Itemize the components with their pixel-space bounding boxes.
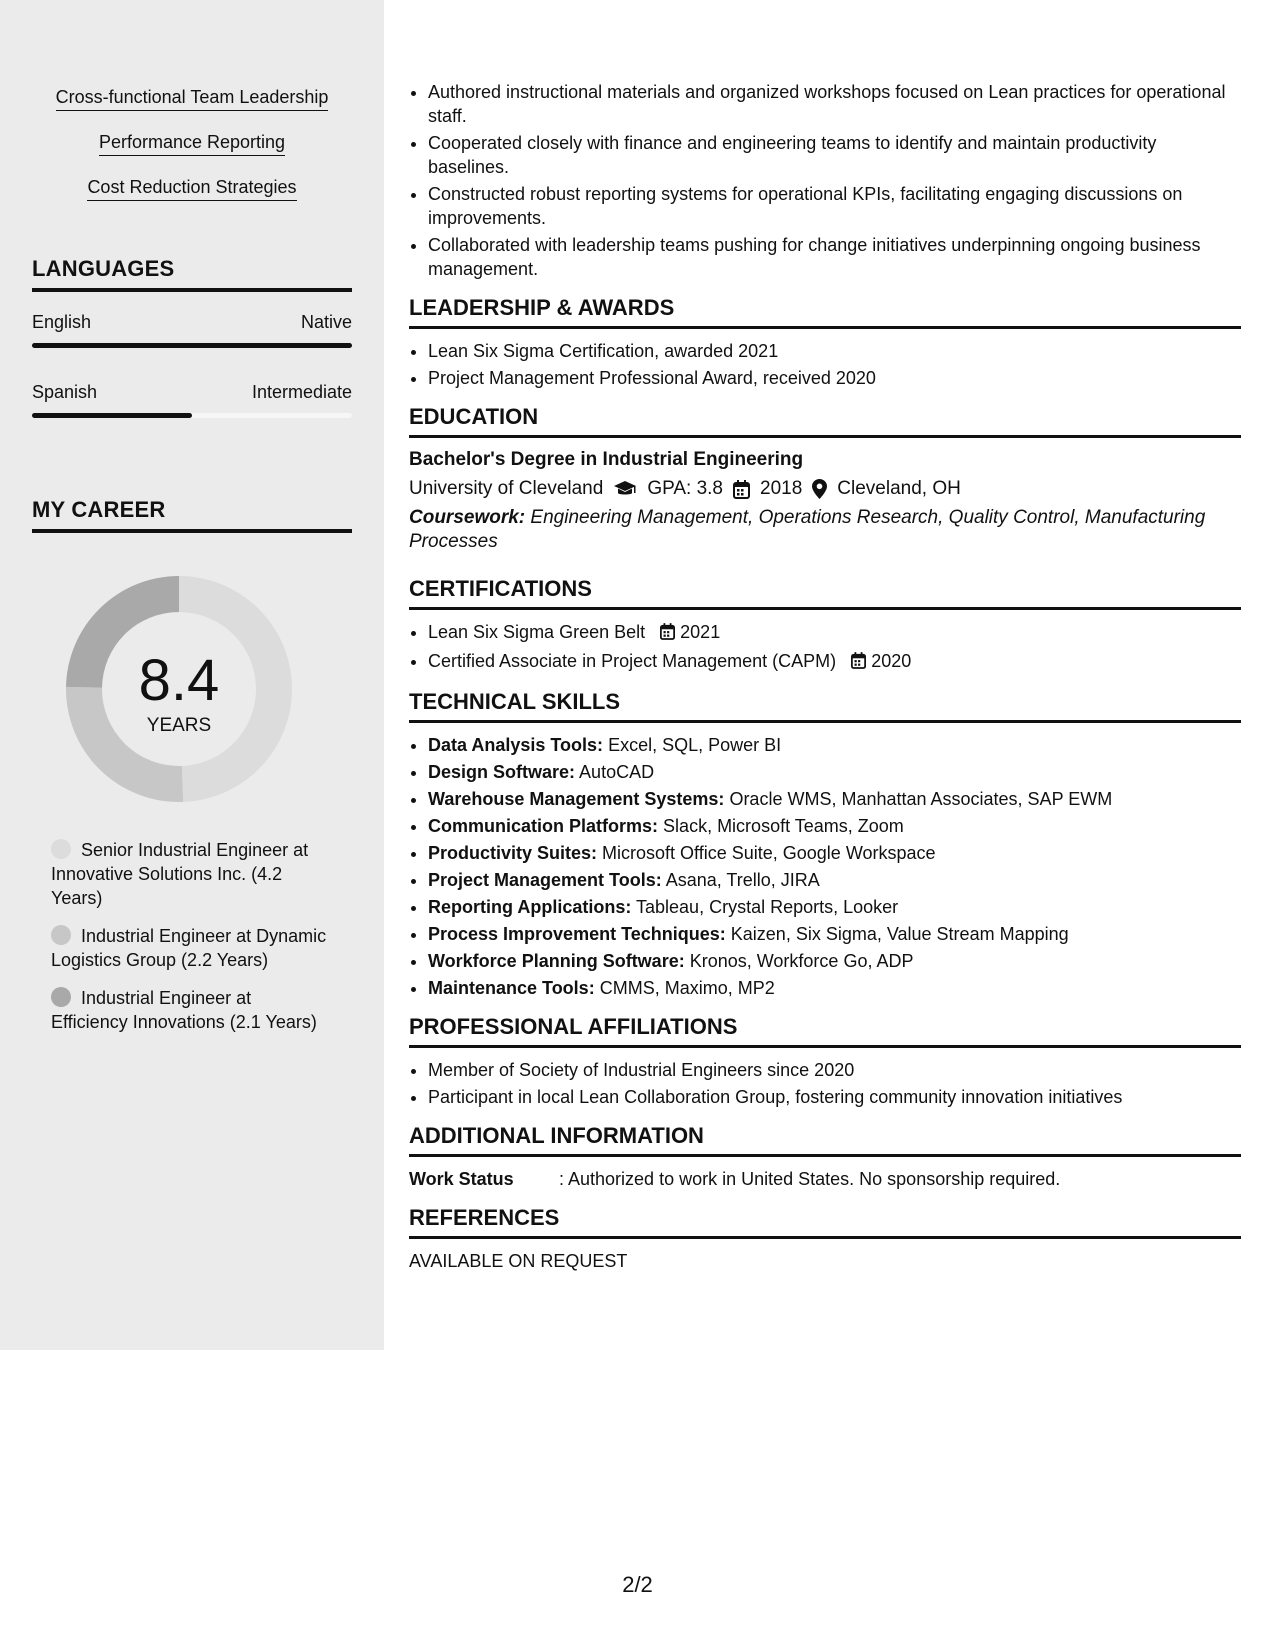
career-item (51, 838, 331, 910)
skill-item (428, 868, 1241, 892)
language-level: Native (300, 312, 352, 332)
skill-item (428, 733, 1241, 757)
skill-label: Workforce Planning Software: (428, 951, 685, 971)
sidebar (0, 0, 384, 1350)
location-pin-icon (812, 479, 827, 499)
education-year: 2018 (760, 478, 803, 499)
donut-center (66, 576, 292, 802)
affiliations-list (409, 1058, 1241, 1109)
career-item-text: Industrial Engineer at Dynamic Logistics Group (2.2 Years) (51, 926, 327, 970)
skill-label: Maintenance Tools: (428, 978, 595, 998)
skill-item (428, 949, 1241, 973)
leadership-list (409, 339, 1241, 390)
certifications-list (409, 620, 1241, 675)
skill-item (428, 787, 1241, 811)
education-gpa: GPA: 3.8 (647, 478, 723, 499)
main-content (409, 80, 1241, 1273)
skill-value: Excel, SQL, Power BI (608, 735, 782, 755)
skill-value: Oracle WMS, Manhattan Associates, SAP EWM (729, 789, 1113, 809)
language-english (32, 312, 352, 348)
experience-bullet: • Constructed robust reporting systems for operational KPIs, facilitating engaging discussions on improvements. (428, 182, 1241, 230)
skill-item (428, 895, 1241, 919)
experience-bullet: • Collaborated with leadership teams pushing for change initiatives underpinning ongoing business management. (428, 233, 1241, 281)
education-coursework (409, 506, 1241, 554)
section-title-affiliations: PROFESSIONAL AFFILIATIONS (409, 1014, 1241, 1048)
language-bar (32, 343, 352, 348)
career-item (51, 924, 331, 972)
skill-item (428, 841, 1241, 865)
education-location: Cleveland, OH (837, 478, 961, 499)
section-title-certifications: CERTIFICATIONS (409, 576, 1241, 610)
language-bar-fill (32, 413, 192, 418)
section-title-references: REFERENCES (409, 1205, 1241, 1239)
skill-label: Project Management Tools: (428, 870, 662, 890)
calendar-icon (660, 622, 675, 646)
language-name: Spanish (32, 382, 98, 402)
skill-value: CMMS, Maximo, MP2 (599, 978, 775, 998)
skill-item (428, 760, 1241, 784)
leadership-item: • Project Management Professional Award, received 2020 (428, 366, 1241, 390)
languages-heading: LANGUAGES (32, 256, 352, 292)
certification-name: Certified Associate in Project Management (CAPM) (428, 651, 837, 671)
page-number: 2/2 (622, 1572, 653, 1597)
technical-skills-list (409, 733, 1241, 1000)
affiliation-item: • Member of Society of Industrial Engineers since 2020 (428, 1058, 1241, 1082)
calendar-icon (733, 480, 750, 499)
skill-value: Asana, Trello, JIRA (665, 870, 820, 890)
skill-value: AutoCAD (579, 762, 655, 782)
coursework-label: Coursework: (409, 507, 526, 528)
career-item-text: Senior Industrial Engineer at Innovative Solutions Inc. (4.2 Years) (51, 840, 309, 908)
skill-value: Tableau, Crystal Reports, Looker (636, 897, 899, 917)
language-level: Intermediate (251, 382, 352, 402)
education-degree: Bachelor's Degree in Industrial Engineering (409, 449, 804, 470)
affiliation-item: • Participant in local Lean Collaboration Group, fostering community innovation initiatives (428, 1085, 1241, 1109)
skill-label: Productivity Suites: (428, 843, 598, 863)
career-item (51, 986, 331, 1034)
section-title-education: EDUCATION (409, 404, 1241, 438)
skill-label: Communication Platforms: (428, 816, 659, 836)
skill-tags (32, 86, 352, 221)
leadership-item: • Lean Six Sigma Certification, awarded 2021 (428, 339, 1241, 363)
section-title-technical-skills: TECHNICAL SKILLS (409, 689, 1241, 723)
references-text: AVAILABLE ON REQUEST (409, 1251, 628, 1271)
career-legend (51, 838, 331, 1048)
education-details (409, 477, 1241, 501)
skill-tag: Cost Reduction Strategies (87, 176, 296, 201)
career-item-text: Industrial Engineer at Efficiency Innovations (2.1 Years) (51, 988, 317, 1032)
skill-label: Warehouse Management Systems: (428, 789, 725, 809)
language-name: English (32, 312, 92, 332)
work-status-value: : Authorized to work in United States. No sponsorship required. (559, 1169, 1061, 1189)
certification-year: 2021 (680, 622, 721, 642)
skill-tag: Performance Reporting (99, 131, 285, 156)
experience-bullet: • Cooperated closely with finance and engineering teams to identify and maintain productivity baselines. (428, 131, 1241, 179)
certification-item (428, 620, 1241, 646)
certification-item (428, 649, 1241, 675)
coursework-text: Engineering Management, Operations Research, Quality Control, Manufacturing Processes (409, 507, 1206, 552)
skill-label: Data Analysis Tools: (428, 735, 604, 755)
work-status-label: Work Status (409, 1169, 514, 1189)
skill-label: Design Software: (428, 762, 576, 782)
legend-dot (51, 839, 71, 859)
experience-bullet: • Authored instructional materials and organized workshops focused on Lean practices for operational staff. (428, 80, 1241, 128)
graduation-cap-icon (613, 480, 637, 498)
skill-tag: Cross-functional Team Leadership (56, 86, 329, 111)
skill-value: Microsoft Office Suite, Google Workspace (602, 843, 936, 863)
language-bar (32, 413, 352, 418)
career-donut-chart (66, 576, 292, 802)
certification-name: Lean Six Sigma Green Belt (428, 622, 646, 642)
skill-item (428, 976, 1241, 1000)
language-bar-fill (32, 343, 352, 348)
skill-label: Process Improvement Techniques: (428, 924, 726, 944)
calendar-icon (851, 651, 866, 675)
experience-bullets (409, 80, 1241, 281)
skill-item (428, 814, 1241, 838)
career-years-label: YEARS (146, 715, 212, 736)
skill-item (428, 922, 1241, 946)
legend-dot (51, 987, 71, 1007)
language-spanish (32, 382, 352, 418)
skill-value: Slack, Microsoft Teams, Zoom (663, 816, 904, 836)
career-total-years: 8.4 (138, 648, 220, 713)
work-status-row (409, 1167, 1241, 1191)
section-title-additional: ADDITIONAL INFORMATION (409, 1123, 1241, 1157)
skill-value: Kronos, Workforce Go, ADP (689, 951, 914, 971)
skill-value: Kaizen, Six Sigma, Value Stream Mapping (730, 924, 1069, 944)
career-heading: MY CAREER (32, 497, 352, 533)
legend-dot (51, 925, 71, 945)
education-school: University of Cleveland (409, 478, 604, 499)
certification-year: 2020 (871, 651, 912, 671)
skill-label: Reporting Applications: (428, 897, 632, 917)
section-title-leadership: LEADERSHIP & AWARDS (409, 295, 1241, 329)
